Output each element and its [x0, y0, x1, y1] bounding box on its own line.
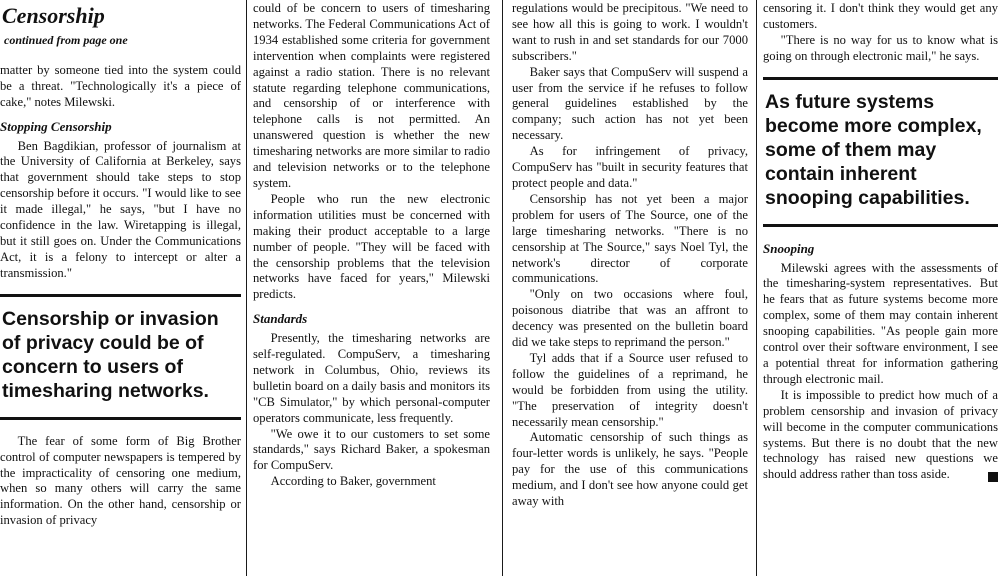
paragraph: People who run the new electronic information utilities must be concerned with making their product acceptable to a large number of people. "They will be faced with the censorship problems that the television networks have faced for years," Milewski predicts. [253, 191, 490, 302]
column-3 [512, 0, 748, 576]
paragraph: censoring it. I don't think they would get any customers. [763, 1, 998, 31]
paragraph: As for infringement of privacy, CompuServ has "built in security features that protect people and data." [512, 144, 748, 190]
section-heading: Stopping Censorship [0, 118, 112, 134]
paragraph: Milewski agrees with the assessments of the timesharing-system representatives. But he fears that as future systems become more complex, some of them may contain inherent snooping capabilities. "As people gain more control over their software environment, I see a potential threat for information gathering through electronic mail. [763, 260, 998, 386]
continued-note: continued from page one [4, 33, 128, 47]
paragraph: Censorship has not yet been a major problem for users of The Source, one of the large timesharing networks. "There is no censorship at The Source," says Noel Tyl, the network's director of corporate communications. [512, 191, 748, 286]
paragraph: Ben Bagdikian, professor of journalism at the University of California at Berkeley, says that government should take steps to stop censorship before it occurs. "I would like to see it made illegal," he says, "but I have no confidence in the law. Wiretapping is illegal, but it still goes on. Under the Communications Act, it is a felony to intercept or alter a transmission." [0, 138, 241, 280]
paragraph: The fear of some form of Big Brother control of computer newspapers is tempered by the impracticality of censoring one medium, when so many others will carry the same information. On the other hand, censorship or invasion of privacy [0, 433, 241, 528]
paragraph: "Only on two occasions where foul, poisonous diatribe that was an affront to decency was presented on the bulletin board did we take steps to reprimand the person." [512, 287, 748, 350]
paragraph: regulations would be precipitous. "We need to see how all this is going to work. I wouldn't want to rush in and set standards for our 7000 subscribers." [512, 1, 748, 63]
paragraph-text: It is impossible to predict how much of a problem censorship and invasion of privacy will become in the computer communications systems. But there is no doubt that the new technology has raised new questions we should address rather than toss aside. [763, 387, 998, 482]
paragraph: "There is no way for us to know what is going on through electronic mail," he says. [763, 32, 998, 63]
paragraph: Automatic censorship of such things as four-letter words is unlikely, he says. "People pay for the use of this communications medium, and I don't see how anyone could get away with [512, 430, 748, 509]
paragraph: Tyl adds that if a Source user refused to follow the guidelines of a reprimand, he would be forbidden from using the utility. "The preservation of integrity doesn't necessarily mean censorship." [512, 350, 748, 429]
paragraph: According to Baker, government [270, 474, 436, 489]
pull-quote: As future systems become more complex, some of them may contain inherent snooping capabilities. [763, 77, 998, 227]
column-1 [0, 0, 241, 576]
column-divider [756, 0, 757, 576]
column-4 [763, 0, 998, 576]
paragraph: could of be concern to users of timesharing networks. The Federal Communications Act of 1934 established some criteria for government intervention when complaints were registered against a radio station. There is no relevant statute regarding telephone communications, and censorship of or interference with telephone calls is not permitted. An unanswered question is whether the new timesharing networks are more similar to radio and television networks or to the telephone system. [253, 1, 490, 190]
article-title: Censorship [2, 3, 105, 28]
column-2 [253, 0, 490, 576]
pull-quote: Censorship or invasion of privacy could be of concern to users of timesharing networks. [0, 294, 241, 420]
paragraph [763, 388, 998, 483]
paragraph: Presently, the timesharing networks are self-regulated. CompuServ, a timesharing network in Columbus, Ohio, reviews its bulletin board on a daily basis and monitors its "CB Simulator," by which personal-computer operators communicate, less frequently. [253, 331, 490, 425]
column-divider [246, 0, 247, 576]
end-of-article-mark [988, 472, 998, 482]
column-divider [502, 0, 503, 576]
section-heading: Snooping [763, 240, 815, 256]
paragraph: "We owe it to our customers to set some standards," says Richard Baker, a spokesman for CompuServ. [253, 426, 490, 473]
paragraph: matter by someone tied into the system could be a threat. "Technologically it's a piece of cake," notes Milewski. [0, 62, 241, 109]
paragraph: Baker says that CompuServ will suspend a user from the service if he refuses to follow general guidelines established by the company; such action has not yet been necessary. [512, 64, 748, 143]
section-heading: Standards [253, 311, 308, 327]
